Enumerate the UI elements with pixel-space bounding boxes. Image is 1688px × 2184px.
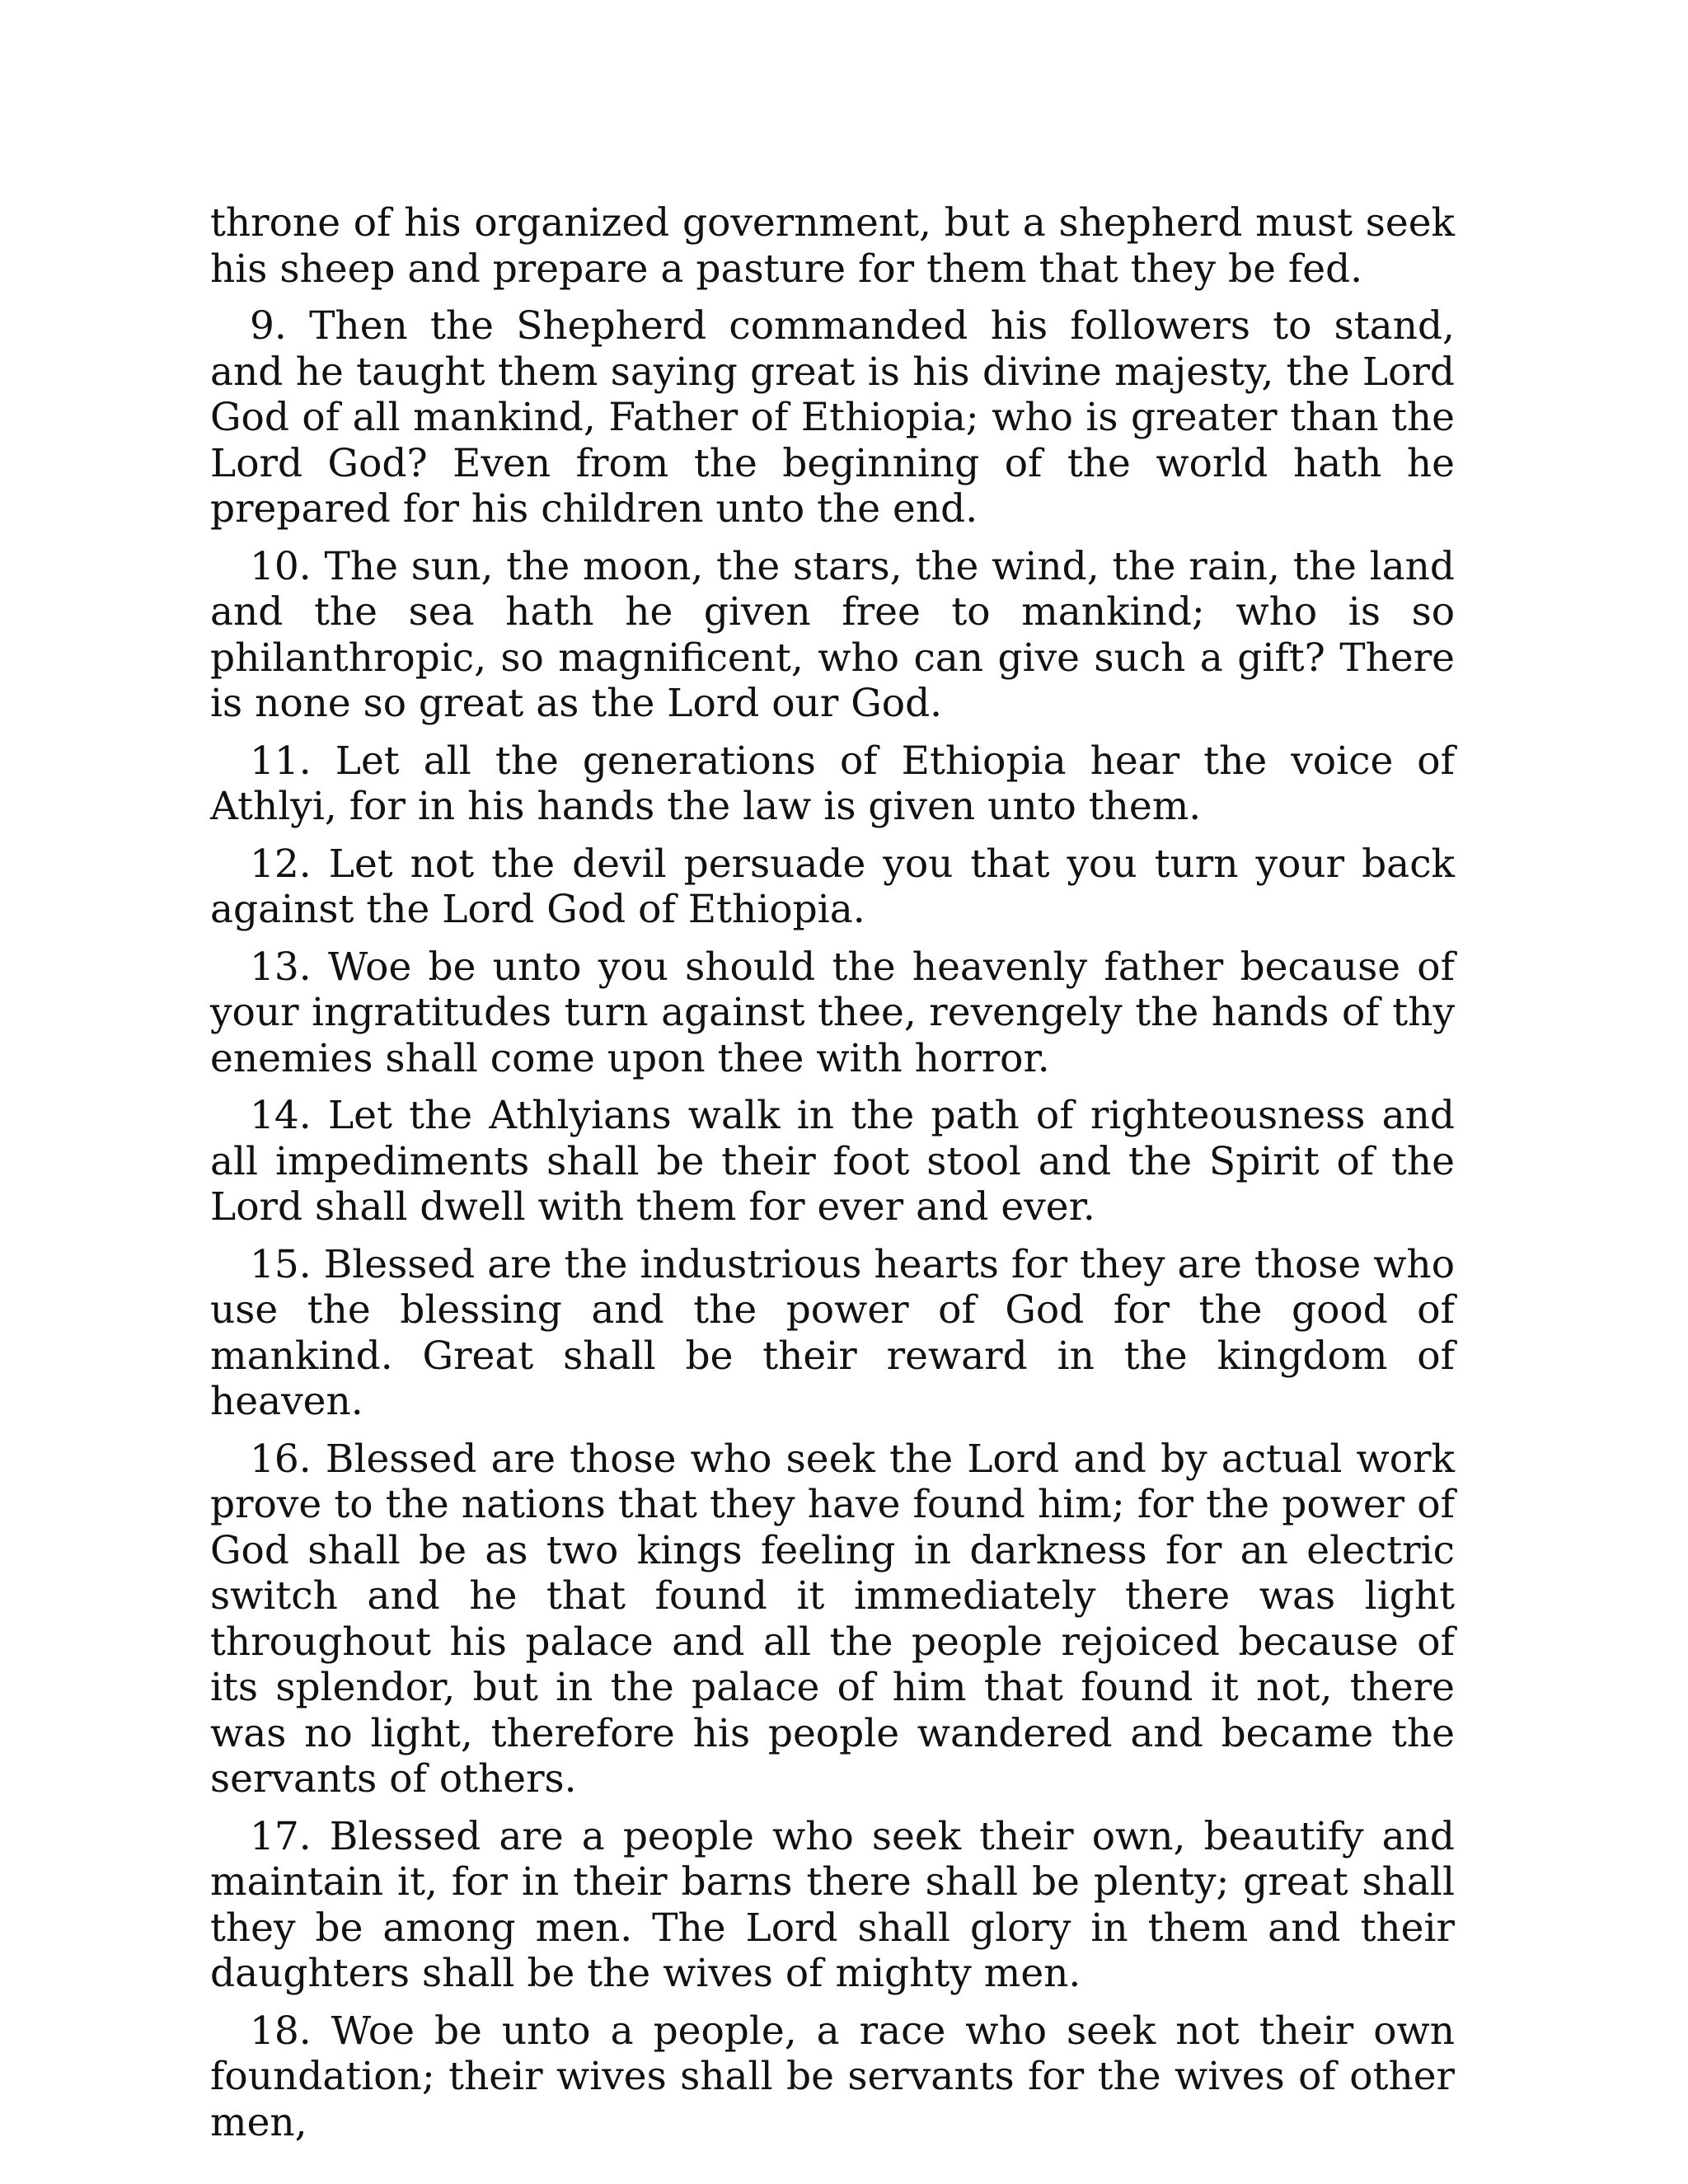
verse-11: 11. Let all the generations of Ethiopia hear the voice of Athlyi, for in his hands the law is given unto them. xyxy=(210,738,1455,829)
paragraph-continuation: throne of his organized government, but a shepherd must seek his sheep and prepare a pasture for them that they be fed. xyxy=(210,200,1455,292)
verse-12: 12. Let not the devil persuade you that you turn your back against the Lord God of Ethiopia. xyxy=(210,841,1455,932)
verse-16: 16. Blessed are those who seek the Lord and by actual work prove to the nations that they have found him; for the power of God shall be as two kings feeling in darkness for an electric switch and he that found it immediately there was light throughout his palace and all the people rejoiced because of its splendor, but in the palace of him that found it not, there was no light, therefore his people wandered and became the servants of others. xyxy=(210,1436,1455,1802)
verse-10: 10. The sun, the moon, the stars, the wind, the rain, the land and the sea hath he given free to mankind; who is so philanthropic, so magnificent, who can give such a gift? There is none so great as the Lord our God. xyxy=(210,543,1455,726)
verse-13: 13. Woe be unto you should the heavenly father because of your ingratitudes turn against thee, revengely the hands of thy enemies shall come upon thee with horror. xyxy=(210,944,1455,1081)
verse-14: 14. Let the Athlyians walk in the path of righteousness and all impediments shall be their foot stool and the Spirit of the Lord shall dwell with them for ever and ever. xyxy=(210,1093,1455,1230)
document-page xyxy=(210,200,1455,2157)
verse-15: 15. Blessed are the industrious hearts for they are those who use the blessing and the power of God for the good of mankind. Great shall be their reward in the kingdom of heaven. xyxy=(210,1241,1455,1424)
verse-18: 18. Woe be unto a people, a race who seek not their own foundation; their wives shall be servants for the wives of other men, xyxy=(210,2008,1455,2145)
verse-17: 17. Blessed are a people who seek their own, beautify and maintain it, for in their barns there shall be plenty; great shall they be among men. The Lord shall glory in them and their daughters shall be the wives of mighty men. xyxy=(210,1813,1455,1996)
verse-9: 9. Then the Shepherd commanded his followers to stand, and he taught them saying great is his divine majesty, the Lord God of all mankind, Father of Ethiopia; who is greater than the Lord God? Even from the beginning of the world hath he prepared for his children unto the end. xyxy=(210,303,1455,532)
